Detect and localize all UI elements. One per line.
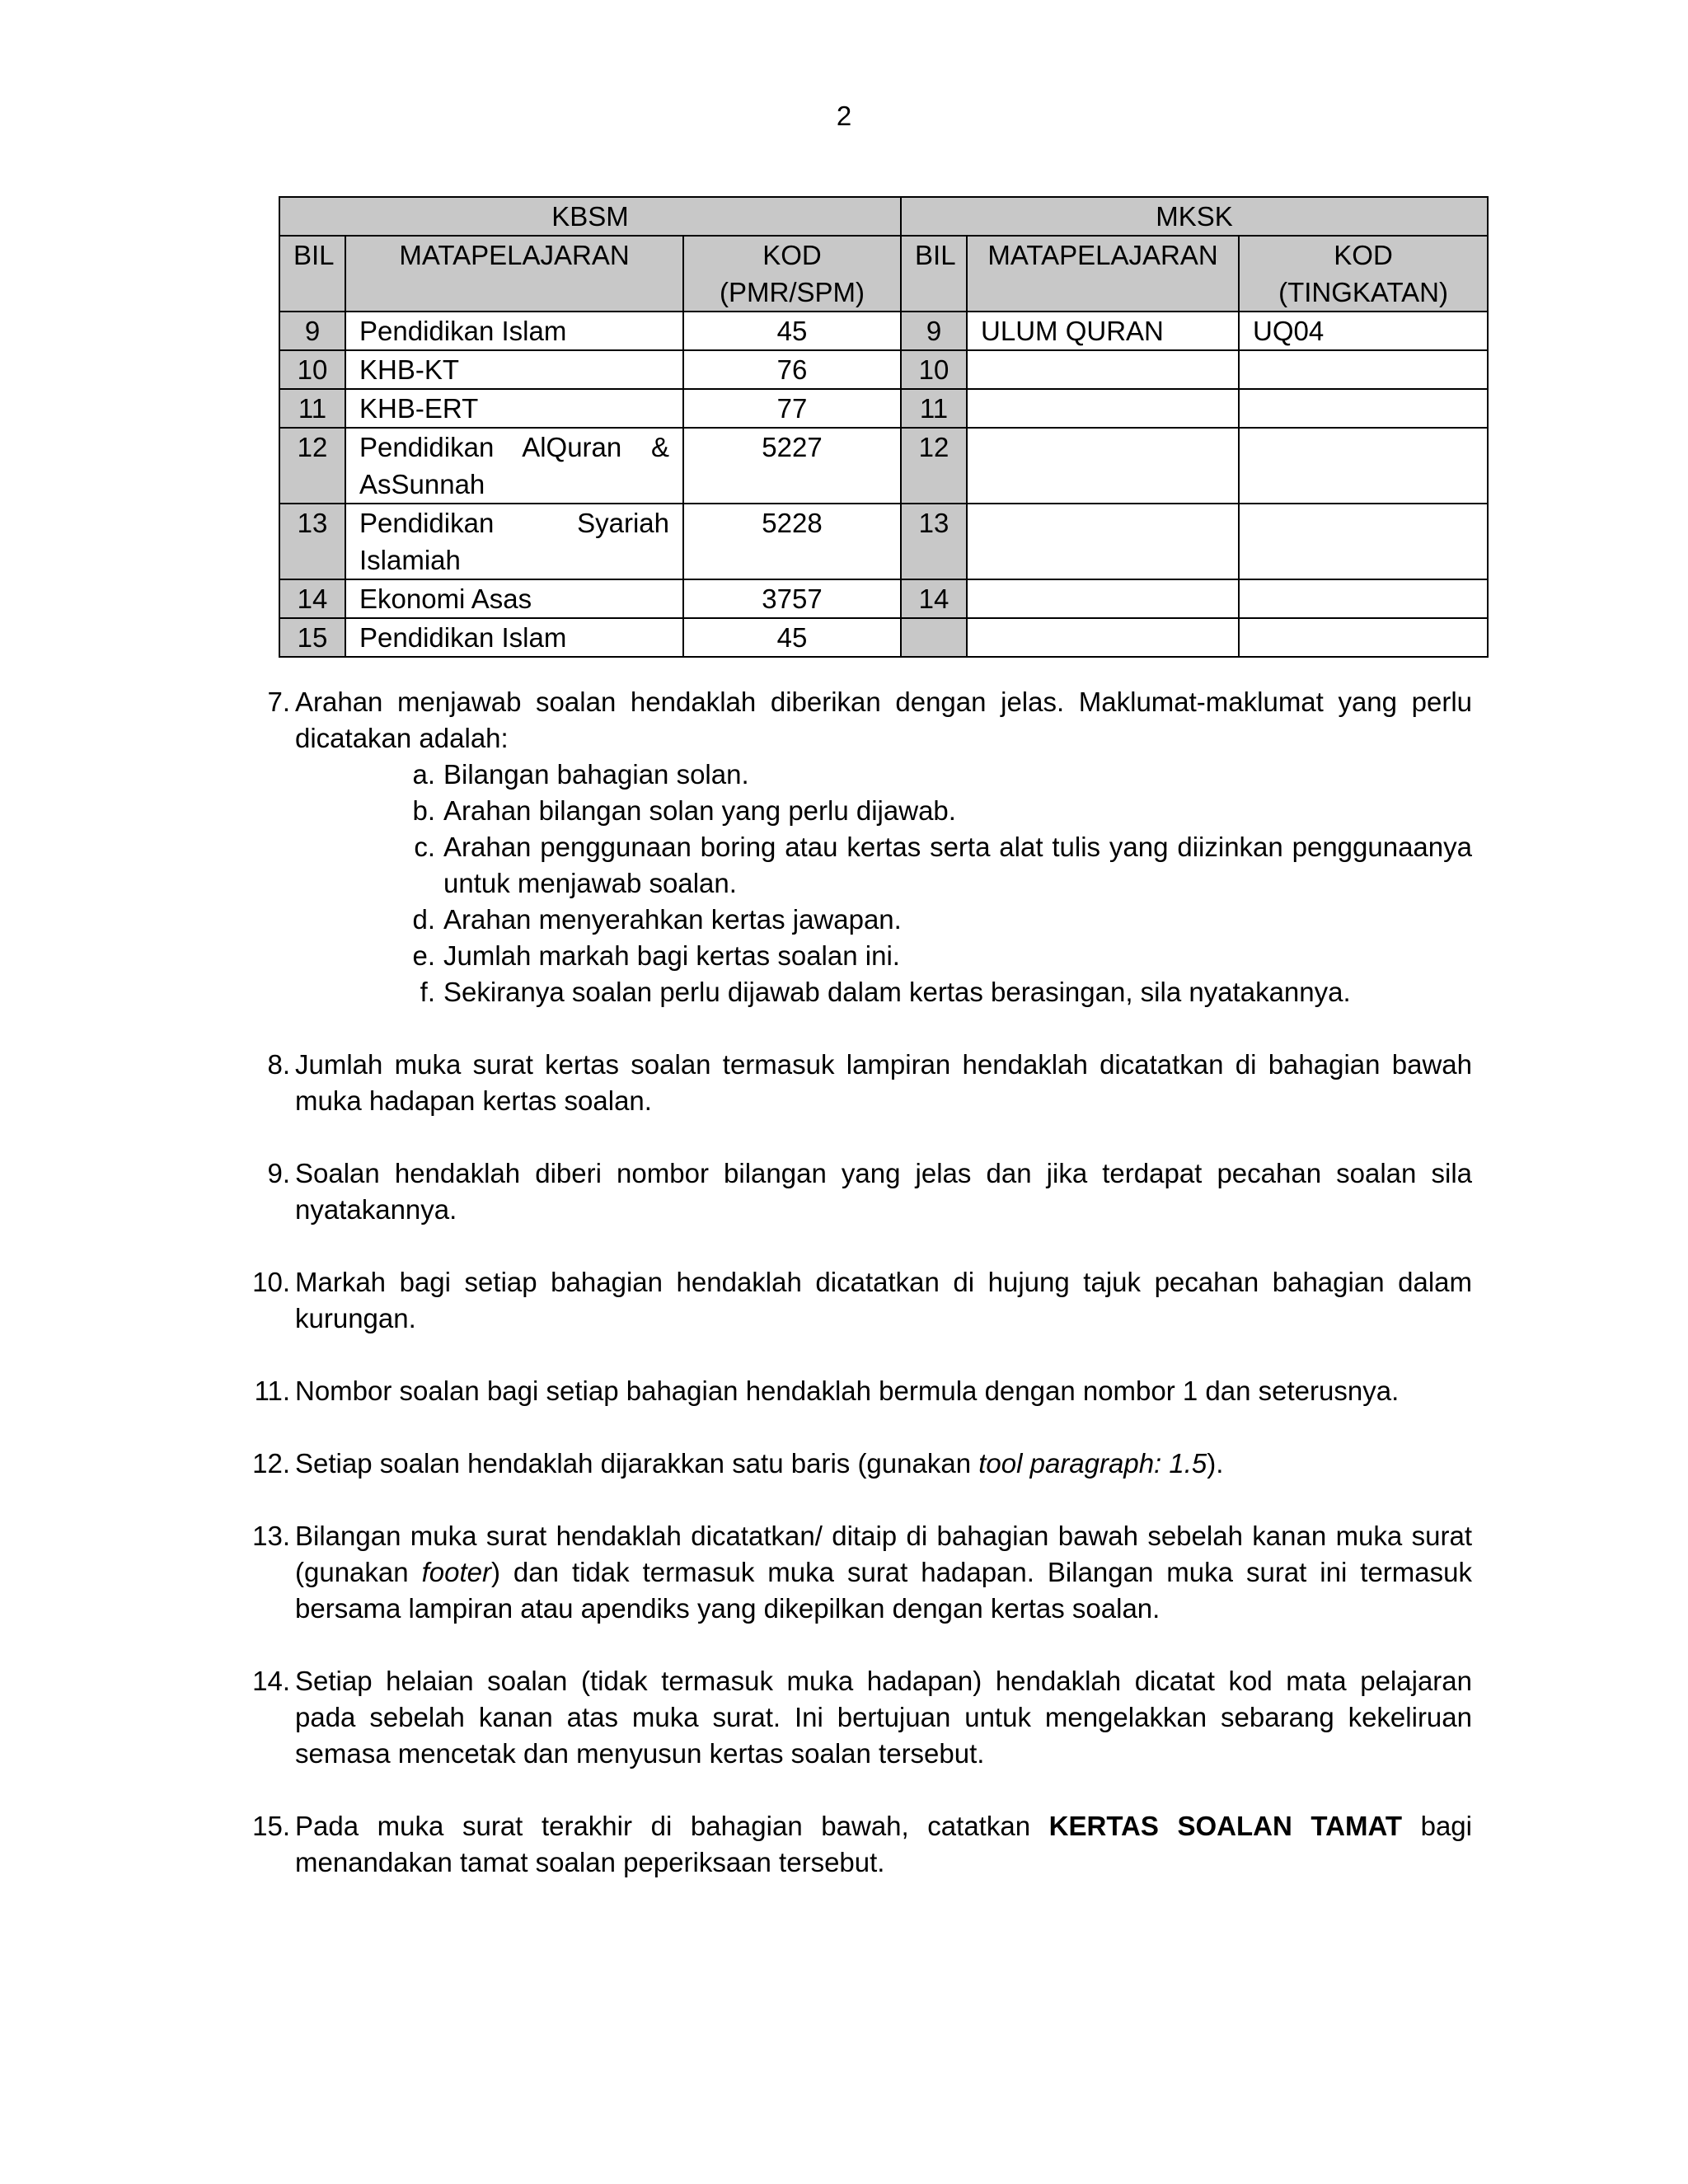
kbsm-header: KBSM bbox=[279, 197, 901, 236]
mksk-kod-cell: UQ04 bbox=[1239, 312, 1488, 350]
sub-item-letter: c. bbox=[414, 832, 435, 862]
mksk-kod-cell bbox=[1239, 618, 1488, 657]
item-number: 8. bbox=[267, 1049, 290, 1080]
sub-item bbox=[295, 974, 1472, 1010]
sub-item-text: Sekiranya soalan perlu dijawab dalam kertas berasingan, sila nyatakannya. bbox=[443, 977, 1351, 1007]
item-text: Jumlah muka surat kertas soalan termasuk lampiran hendaklah dicatatkan di bahagian bawah muka hadapan kertas soalan. bbox=[295, 1049, 1472, 1116]
item-text-before: Bilangan muka surat hendaklah dicatatkan/ ditaip di bahagian bawah sebelah kanan muka surat (gunakan bbox=[295, 1521, 1472, 1587]
mksk-kod-cell bbox=[1239, 579, 1488, 618]
item-text-after: ). bbox=[1207, 1448, 1224, 1479]
kbsm-kod-cell: 5227 bbox=[683, 428, 901, 504]
mksk-kod-cell bbox=[1239, 504, 1488, 579]
kbsm-bil-cell: 10 bbox=[279, 350, 345, 389]
mksk-subject-cell bbox=[967, 428, 1239, 504]
item-text: Nombor soalan bagi setiap bahagian hendaklah bermula dengan nombor 1 dan seterusnya. bbox=[295, 1376, 1400, 1406]
item-number: 14. bbox=[252, 1666, 290, 1696]
mksk-kod-cell bbox=[1239, 428, 1488, 504]
sub-item bbox=[295, 757, 1472, 793]
kbsm-kod-cell: 45 bbox=[683, 312, 901, 350]
table-row bbox=[279, 504, 1488, 579]
item-text-italic: tool paragraph: 1.5 bbox=[978, 1448, 1207, 1479]
sub-item-list bbox=[295, 757, 1472, 1010]
sub-item bbox=[295, 902, 1472, 938]
sub-item-text: Jumlah markah bagi kertas soalan ini. bbox=[443, 940, 900, 971]
sub-item-letter: d. bbox=[412, 904, 435, 935]
sub-item bbox=[295, 793, 1472, 829]
kbsm-bil-cell: 9 bbox=[279, 312, 345, 350]
item-text: Setiap helaian soalan (tidak termasuk muka hadapan) hendaklah dicatat kod mata pelajaran pada sebelah kanan atas muka surat. Ini bertujuan untuk mengelakkan sebarang kekeliruan semasa mencetak dan menyusun kertas soalan tersebut. bbox=[295, 1666, 1472, 1769]
instruction-item-10 bbox=[244, 1264, 1472, 1337]
mksk-subject-cell bbox=[967, 504, 1239, 579]
kbsm-kod-cell: 76 bbox=[683, 350, 901, 389]
page-number: 2 bbox=[836, 101, 852, 131]
kbsm-kod-cell: 3757 bbox=[683, 579, 901, 618]
kbsm-bil-cell: 12 bbox=[279, 428, 345, 504]
sub-item-text: Arahan penggunaan boring atau kertas serta alat tulis yang diizinkan penggunaanya untuk menjawab soalan. bbox=[443, 832, 1472, 898]
kbsm-kod-cell: 5228 bbox=[683, 504, 901, 579]
instruction-item-13 bbox=[244, 1518, 1472, 1627]
kbsm-subject-cell: Pendidikan Islam bbox=[345, 618, 683, 657]
mksk-kod-cell bbox=[1239, 350, 1488, 389]
sub-item bbox=[295, 938, 1472, 974]
item-text: Soalan hendaklah diberi nombor bilangan yang jelas dan jika terdapat pecahan soalan sila nyatakannya. bbox=[295, 1158, 1472, 1225]
sub-item-text: Arahan menyerahkan kertas jawapan. bbox=[443, 904, 902, 935]
item-number: 9. bbox=[267, 1158, 290, 1188]
kbsm-subject-cell: KHB-ERT bbox=[345, 389, 683, 428]
mksk-kod-header-line2: (TINGKATAN) bbox=[1278, 277, 1449, 307]
table-row bbox=[279, 579, 1488, 618]
mksk-header: MKSK bbox=[901, 197, 1488, 236]
mksk-subject-cell bbox=[967, 579, 1239, 618]
instruction-list bbox=[244, 684, 1472, 1917]
mksk-bil-cell: 9 bbox=[901, 312, 967, 350]
sub-item-letter: a. bbox=[412, 759, 435, 790]
mksk-subject-cell bbox=[967, 389, 1239, 428]
kbsm-bil-cell: 13 bbox=[279, 504, 345, 579]
instruction-item-8 bbox=[244, 1047, 1472, 1119]
sub-item bbox=[295, 829, 1472, 902]
mksk-bil-cell: 13 bbox=[901, 504, 967, 579]
kbsm-kod-header-line2: (PMR/SPM) bbox=[720, 277, 865, 307]
kbsm-kod-header-line1: KOD bbox=[762, 240, 822, 270]
table-row bbox=[279, 350, 1488, 389]
kbsm-bil-header: BIL bbox=[279, 236, 345, 312]
mksk-kod-cell bbox=[1239, 389, 1488, 428]
subject-code-table bbox=[279, 196, 1489, 658]
item-text-italic: footer bbox=[421, 1557, 491, 1587]
item-number: 12. bbox=[252, 1448, 290, 1479]
mksk-bil-cell: 14 bbox=[901, 579, 967, 618]
table-column-header-row bbox=[279, 236, 1488, 312]
table-row bbox=[279, 428, 1488, 504]
item-text: Arahan menjawab soalan hendaklah diberikan dengan jelas. Maklumat-maklumat yang perlu dicatakan adalah: bbox=[295, 687, 1472, 753]
table-row bbox=[279, 389, 1488, 428]
item-text-before: Pada muka surat terakhir di bahagian bawah, catatkan bbox=[295, 1811, 1049, 1841]
kbsm-subject-header: MATAPELAJARAN bbox=[345, 236, 683, 312]
instruction-item-14 bbox=[244, 1663, 1472, 1772]
kbsm-bil-cell: 14 bbox=[279, 579, 345, 618]
kbsm-subject-cell: Pendidikan Islam bbox=[345, 312, 683, 350]
mksk-subject-cell bbox=[967, 618, 1239, 657]
item-number: 15. bbox=[252, 1811, 290, 1841]
item-number: 13. bbox=[252, 1521, 290, 1551]
item-text: Markah bagi setiap bahagian hendaklah dicatatkan di hujung tajuk pecahan bahagian dalam kurungan. bbox=[295, 1267, 1472, 1333]
item-number: 11. bbox=[254, 1376, 290, 1406]
kbsm-subject-cell: Pendidikan AlQuran & AsSunnah bbox=[345, 428, 683, 504]
sub-item-letter: e. bbox=[412, 940, 435, 971]
item-text-after: ) dan tidak termasuk muka surat hadapan. Bilangan muka surat ini termasuk bersama lampiran atau apendiks yang dikepilkan dengan kertas soalan. bbox=[295, 1557, 1472, 1624]
mksk-kod-header-line1: KOD bbox=[1334, 240, 1393, 270]
kbsm-subject-cell: KHB-KT bbox=[345, 350, 683, 389]
item-text-after: bagi menandakan tamat soalan peperiksaan tersebut. bbox=[295, 1811, 1472, 1877]
mksk-subject-cell bbox=[967, 350, 1239, 389]
mksk-subject-header: MATAPELAJARAN bbox=[967, 236, 1239, 312]
item-text-bold: KERTAS SOALAN TAMAT bbox=[1048, 1811, 1402, 1841]
kbsm-kod-cell: 45 bbox=[683, 618, 901, 657]
sub-item-text: Arahan bilangan solan yang perlu dijawab. bbox=[443, 795, 956, 826]
instruction-item-11 bbox=[244, 1373, 1472, 1409]
instruction-item-12 bbox=[244, 1446, 1472, 1482]
mksk-kod-header bbox=[1239, 236, 1488, 312]
table-row bbox=[279, 618, 1488, 657]
table-row bbox=[279, 312, 1488, 350]
mksk-bil-header: BIL bbox=[901, 236, 967, 312]
mksk-bil-cell: 11 bbox=[901, 389, 967, 428]
instruction-item-7 bbox=[244, 684, 1472, 1010]
kbsm-subject-cell: Pendidikan Syariah Islamiah bbox=[345, 504, 683, 579]
kbsm-kod-header bbox=[683, 236, 901, 312]
instruction-item-15 bbox=[244, 1808, 1472, 1881]
item-number: 10. bbox=[252, 1267, 290, 1297]
kbsm-bil-cell: 15 bbox=[279, 618, 345, 657]
table-group-header-row bbox=[279, 197, 1488, 236]
instruction-item-9 bbox=[244, 1155, 1472, 1228]
kbsm-subject-cell: Ekonomi Asas bbox=[345, 579, 683, 618]
kbsm-bil-cell: 11 bbox=[279, 389, 345, 428]
mksk-bil-cell: 12 bbox=[901, 428, 967, 504]
item-text-before: Setiap soalan hendaklah dijarakkan satu baris (gunakan bbox=[295, 1448, 979, 1479]
mksk-bil-cell: 10 bbox=[901, 350, 967, 389]
mksk-bil-cell bbox=[901, 618, 967, 657]
item-number: 7. bbox=[267, 687, 290, 717]
sub-item-letter: b. bbox=[412, 795, 435, 826]
sub-item-letter: f. bbox=[420, 977, 435, 1007]
kbsm-kod-cell: 77 bbox=[683, 389, 901, 428]
sub-item-text: Bilangan bahagian solan. bbox=[443, 759, 749, 790]
mksk-subject-cell: ULUM QURAN bbox=[967, 312, 1239, 350]
